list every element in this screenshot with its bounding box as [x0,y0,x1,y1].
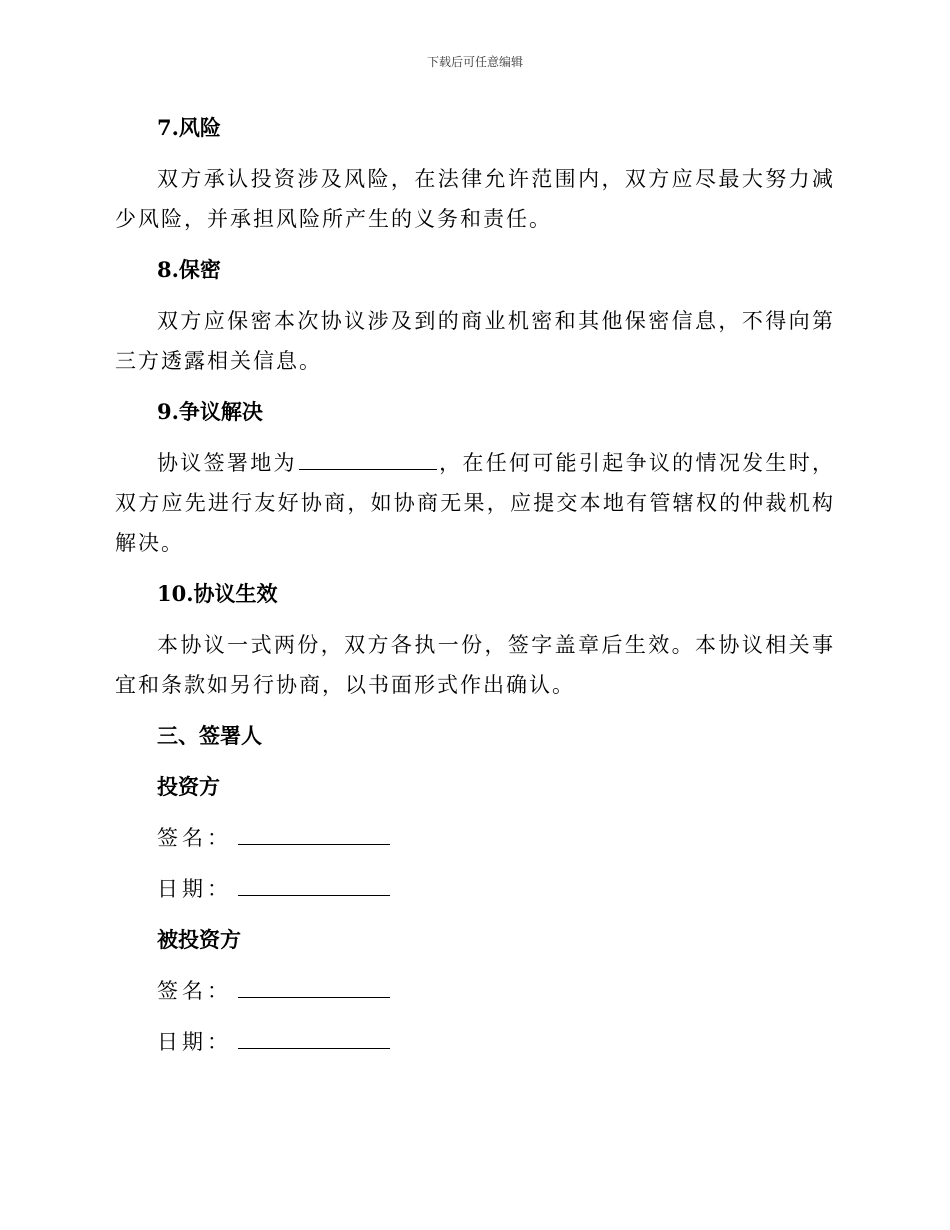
section-text-dispute [115,443,835,563]
investee-signature-line[interactable] [238,971,390,998]
section-text-effect: 本协议一式两份，双方各执一份，签字盖章后生效。本协议相关事宜和条款如另行协商，以书面形式作出确认。 [115,633,835,697]
investor-signature-line[interactable] [238,818,390,845]
investee-date-label: 日期： [157,1030,232,1054]
investor-date-row [115,869,835,909]
document-body [115,108,835,1073]
investor-date-line[interactable] [238,869,390,896]
investor-date-label: 日期： [157,877,232,901]
investee-signature-row [115,971,835,1011]
investee-title: 被投资方 [157,927,241,952]
signatories-heading: 三、签署人 [157,723,262,748]
signing-place-blank[interactable] [299,445,437,470]
header-note: 下载后可任意编辑 [426,55,523,69]
section-heading-confidentiality: 8.保密 [157,257,221,282]
section-heading-dispute: 9.争议解决 [157,399,263,424]
investee-date-row [115,1022,835,1062]
dispute-text-after: ，在任何可能引起争议的情况发生时，双方应先进行友好协商，如协商无果，应提交本地有管辖权的仲裁机构解决。 [115,451,836,555]
section-heading-risk: 7.风险 [157,115,221,140]
investor-signature-row [115,818,835,858]
investee-signature-label: 签名： [157,979,232,1003]
investor-signature-label: 签名： [157,826,232,850]
investee-date-line[interactable] [238,1022,390,1049]
section-text-risk: 双方承认投资涉及风险，在法律允许范围内，双方应尽最大努力减少风险，并承担风险所产生的义务和责任。 [115,167,835,231]
dispute-text-before: 协议签署地为 [157,451,297,475]
section-text-confidentiality: 双方应保密本次协议涉及到的商业机密和其他保密信息，不得向第三方透露相关信息。 [115,309,835,373]
investor-title: 投资方 [157,774,220,799]
section-heading-effect: 10.协议生效 [157,581,278,606]
